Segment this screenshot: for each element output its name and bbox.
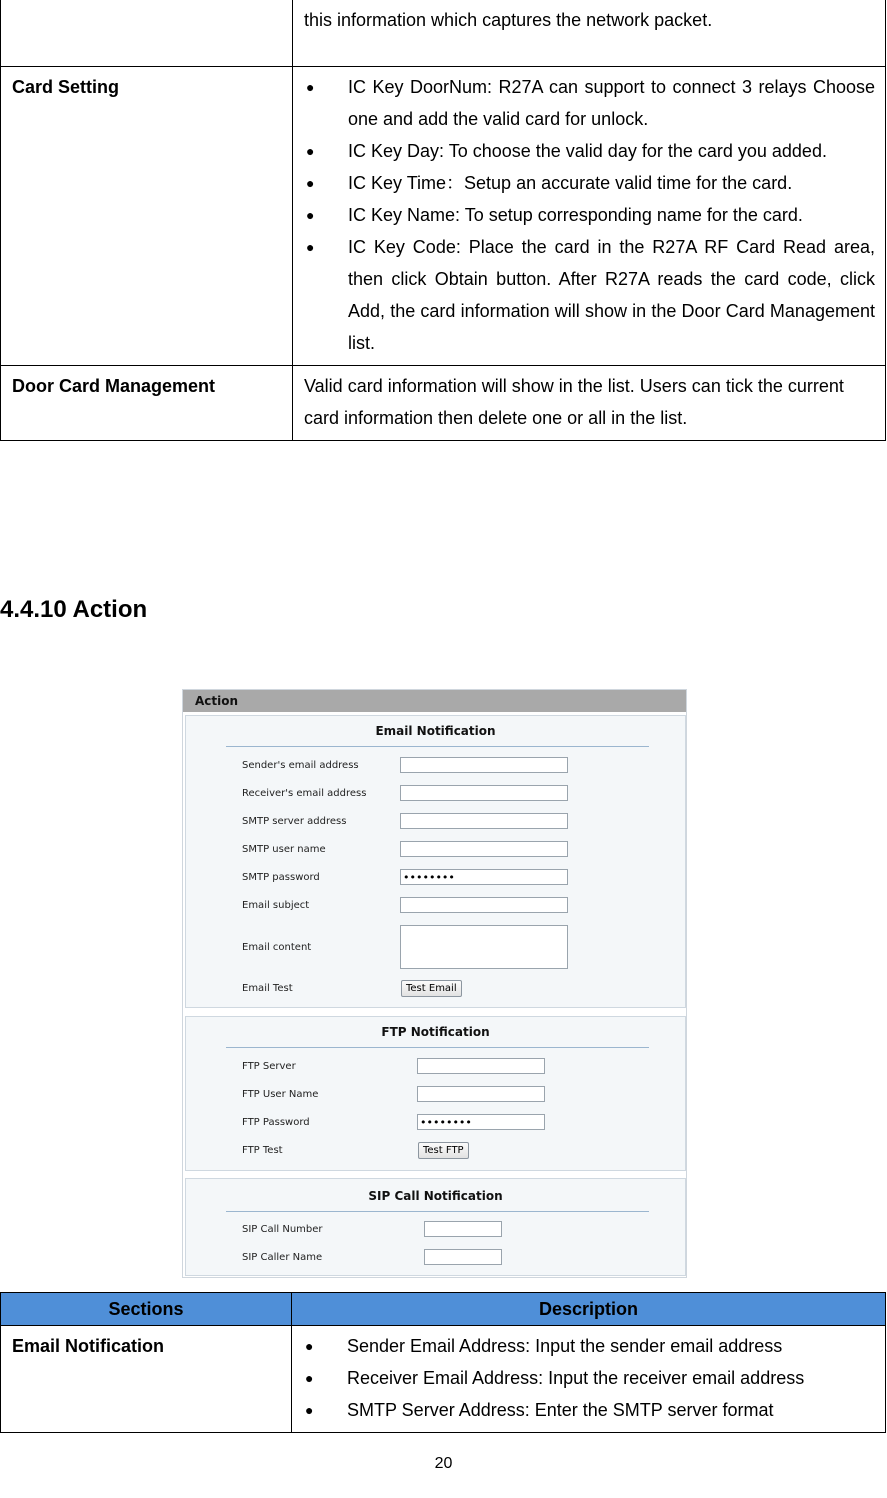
section-email-notification: Email Notification bbox=[1, 1326, 292, 1433]
email-content-textarea[interactable] bbox=[400, 925, 568, 969]
ftp-server-label: FTP Server bbox=[242, 1061, 296, 1072]
smtp-password-label: SMTP password bbox=[242, 872, 320, 883]
card-setting-description bbox=[293, 67, 886, 366]
test-ftp-button[interactable]: Test FTP bbox=[418, 1142, 469, 1159]
ftp-password-input[interactable]: •••••••• bbox=[417, 1114, 545, 1130]
sip-notification-panel bbox=[185, 1178, 686, 1276]
sip-call-number-input[interactable] bbox=[424, 1221, 502, 1237]
ftp-panel-title: FTP Notification bbox=[381, 1025, 490, 1039]
smtp-password-input[interactable]: •••••••• bbox=[400, 869, 568, 885]
sender-email-input[interactable] bbox=[400, 757, 568, 773]
email-notification-panel bbox=[185, 715, 686, 1008]
section-door-card-management: Door Card Management bbox=[1, 366, 293, 441]
section-heading: 4.4.10 Action bbox=[0, 596, 148, 623]
test-email-button[interactable]: Test Email bbox=[401, 980, 462, 997]
receiver-email-label: Receiver's email address bbox=[242, 788, 367, 799]
list-item: ● IC Key Code: Place the card in the R27A RF Card Read area, then click Obtain button. After R27A reads the card code, click Add, the card information will show in the Door Card Management list. bbox=[304, 231, 875, 359]
sip-caller-name-label: SIP Caller Name bbox=[242, 1252, 323, 1263]
smtp-server-label: SMTP server address bbox=[242, 816, 347, 827]
list-item: ● SMTP Server Address: Enter the SMTP server format bbox=[303, 1394, 875, 1426]
section-card-setting: Card Setting bbox=[1, 67, 293, 366]
list-item: ● IC Key Time：Setup an accurate valid time for the card. bbox=[304, 167, 875, 199]
smtp-user-input[interactable] bbox=[400, 841, 568, 857]
list-item: ● Receiver Email Address: Input the receiver email address bbox=[303, 1362, 875, 1394]
sender-email-label: Sender's email address bbox=[242, 760, 359, 771]
header-sections: Sections bbox=[1, 1293, 292, 1326]
email-subject-label: Email subject bbox=[242, 900, 310, 911]
page-number: 20 bbox=[434, 1455, 453, 1472]
sip-call-number-label: SIP Call Number bbox=[242, 1224, 323, 1235]
divider bbox=[226, 746, 649, 747]
smtp-server-input[interactable] bbox=[400, 813, 568, 829]
ftp-user-label: FTP User Name bbox=[242, 1089, 319, 1100]
divider bbox=[226, 1211, 649, 1212]
ftp-user-input[interactable] bbox=[417, 1086, 545, 1102]
email-content-label: Email content bbox=[242, 942, 312, 953]
sip-panel-title: SIP Call Notification bbox=[368, 1189, 503, 1203]
table-cell-empty bbox=[1, 0, 293, 67]
ftp-password-label: FTP Password bbox=[242, 1117, 310, 1128]
email-panel-title: Email Notification bbox=[375, 724, 496, 738]
ftp-test-label: FTP Test bbox=[242, 1145, 283, 1156]
email-subject-input[interactable] bbox=[400, 897, 568, 913]
list-item: ● IC Key DoorNum: R27A can support to connect 3 relays Choose one and add the valid card for unlock. bbox=[304, 71, 875, 135]
divider bbox=[226, 1047, 649, 1048]
ftp-server-input[interactable] bbox=[417, 1058, 545, 1074]
smtp-user-label: SMTP user name bbox=[242, 844, 326, 855]
list-item: ● IC Key Name: To setup corresponding name for the card. bbox=[304, 199, 875, 231]
bottom-table bbox=[0, 1292, 886, 1433]
header-description: Description bbox=[292, 1293, 886, 1326]
receiver-email-input[interactable] bbox=[400, 785, 568, 801]
ftp-notification-panel bbox=[185, 1016, 686, 1171]
list-item: ● Sender Email Address: Input the sender email address bbox=[303, 1330, 875, 1362]
email-test-label: Email Test bbox=[242, 983, 293, 994]
email-notification-description bbox=[292, 1326, 886, 1433]
panel-header: Action bbox=[183, 690, 686, 712]
continuation-text: this information which captures the network packet. bbox=[293, 0, 886, 67]
action-settings-screenshot bbox=[182, 689, 687, 1278]
door-card-description: Valid card information will show in the list. Users can tick the current card information then delete one or all in the list. bbox=[293, 366, 886, 441]
sip-caller-name-input[interactable] bbox=[424, 1249, 502, 1265]
top-table bbox=[0, 0, 886, 441]
list-item: ● IC Key Day: To choose the valid day for the card you added. bbox=[304, 135, 875, 167]
